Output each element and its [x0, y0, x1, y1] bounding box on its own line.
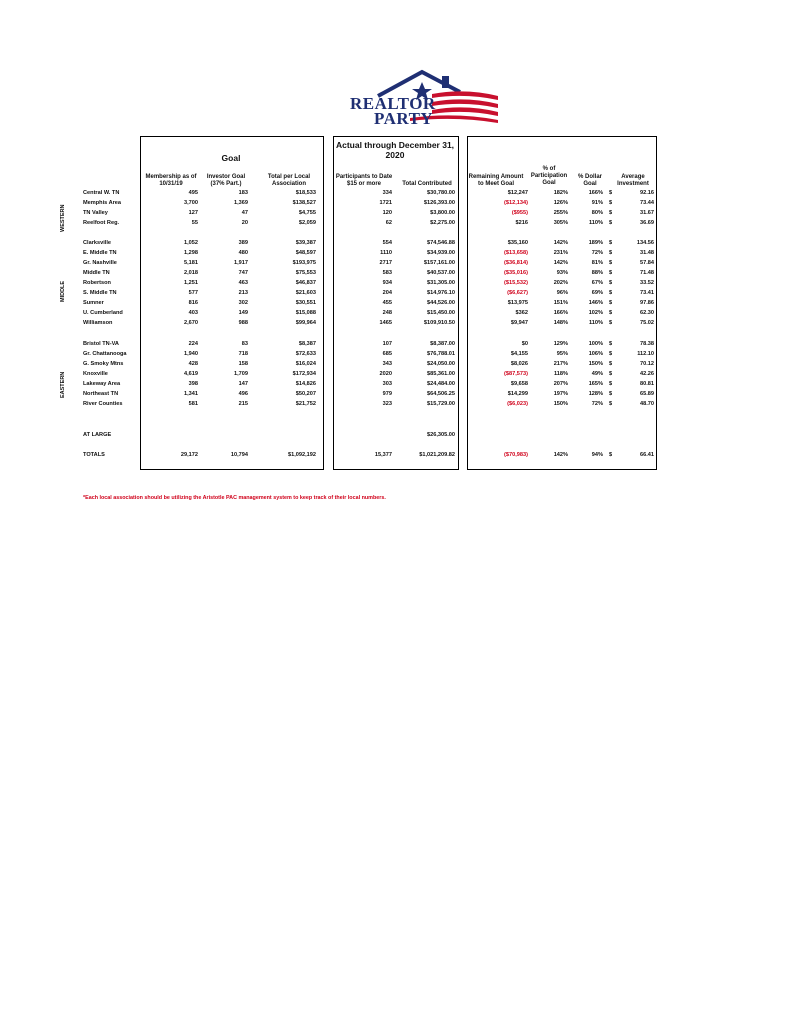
row-dollar-sign: $ [609, 341, 613, 347]
row-name: Clarksville [83, 240, 111, 246]
row-dollar-sign: $ [609, 270, 613, 276]
row-total-local: $193,975 [292, 260, 316, 266]
row-dollar-sign: $ [609, 391, 613, 397]
row-dollar-sign: $ [609, 250, 613, 256]
row-investor: 463 [238, 280, 248, 286]
row-investor: 389 [238, 240, 248, 246]
row-total-local: $50,207 [295, 391, 316, 397]
row-investor: 988 [238, 320, 248, 326]
at-large-label: AT LARGE [83, 432, 112, 438]
row-name: Northeast TN [83, 391, 119, 397]
table-row [0, 361, 791, 371]
row-membership: 1,341 [184, 391, 198, 397]
row-membership: 403 [188, 310, 198, 316]
totals-dollar-pct: 94% [591, 452, 603, 458]
row-participants: 2717 [379, 260, 392, 266]
row-remaining: ($87,573) [504, 371, 528, 377]
row-participation-pct: 305% [553, 220, 568, 226]
table-row [0, 220, 791, 230]
row-dollar-pct: 72% [591, 401, 603, 407]
row-participants: 583 [382, 270, 392, 276]
row-membership: 1,251 [184, 280, 198, 286]
row-dollar-sign: $ [609, 381, 613, 387]
row-total-local: $99,964 [295, 320, 316, 326]
row-dollar-pct: 166% [588, 190, 603, 196]
row-total-local: $172,934 [292, 371, 316, 377]
row-average: 57.84 [640, 260, 654, 266]
row-average: 33.52 [640, 280, 654, 286]
row-total-local: $14,826 [295, 381, 316, 387]
row-dollar-pct: 100% [588, 341, 603, 347]
row-contributed: $15,729.00 [427, 401, 455, 407]
table-row [0, 280, 791, 290]
row-remaining: $4,155 [510, 351, 528, 357]
row-dollar-sign: $ [609, 210, 613, 216]
row-average: 97.86 [640, 300, 654, 306]
row-contributed: $8,387.00 [430, 341, 455, 347]
row-dollar-sign: $ [609, 260, 613, 266]
row-participants: 1110 [380, 250, 392, 256]
row-contributed: $157,161.00 [423, 260, 455, 266]
row-dollar-sign: $ [609, 310, 613, 316]
row-dollar-pct: 102% [588, 310, 603, 316]
row-remaining: ($6,023) [507, 401, 528, 407]
row-remaining: ($35,016) [504, 270, 528, 276]
row-investor: 213 [238, 290, 248, 296]
row-name: Bristol TN-VA [83, 341, 119, 347]
row-average: 31.67 [640, 210, 654, 216]
row-average: 80.81 [640, 381, 654, 387]
row-participation-pct: 197% [553, 391, 568, 397]
table-row [0, 300, 791, 310]
totals-membership: 29,172 [180, 452, 198, 458]
row-dollar-sign: $ [609, 240, 613, 246]
row-participants: 455 [382, 300, 392, 306]
row-investor: 149 [238, 310, 248, 316]
row-name: River Counties [83, 401, 123, 407]
row-membership: 5,181 [184, 260, 198, 266]
row-remaining: $362 [515, 310, 528, 316]
realtor-party-logo [340, 66, 500, 128]
row-average: 31.48 [640, 250, 654, 256]
totals-label: TOTALS [83, 452, 105, 458]
region-label-middle: MIDDLE [60, 280, 66, 302]
row-average: 48.70 [640, 401, 654, 407]
row-average: 73.41 [640, 290, 654, 296]
row-remaining: ($13,658) [504, 250, 528, 256]
row-participation-pct: 95% [556, 351, 568, 357]
row-investor: 302 [238, 300, 248, 306]
col-header-investor-goal: Investor Goal (37% Part.) [206, 174, 246, 187]
row-total-local: $8,387 [298, 341, 316, 347]
row-contributed: $109,910.50 [423, 320, 455, 326]
row-membership: 127 [188, 210, 198, 216]
row-remaining: ($6,627) [507, 290, 528, 296]
row-total-local: $16,024 [295, 361, 316, 367]
row-name: TN Valley [83, 210, 108, 216]
row-participants: 62 [385, 220, 392, 226]
row-participation-pct: 150% [553, 401, 568, 407]
table-row [0, 260, 791, 270]
row-name: E. Middle TN [83, 250, 117, 256]
row-dollar-pct: 189% [588, 240, 603, 246]
table-row [0, 401, 791, 411]
row-participants: 334 [382, 190, 392, 196]
row-dollar-sign: $ [609, 220, 613, 226]
row-contributed: $64,506.25 [427, 391, 455, 397]
row-total-local: $18,533 [295, 190, 316, 196]
row-participants: 685 [382, 351, 392, 357]
table-row [0, 290, 791, 300]
row-remaining: $0 [521, 341, 528, 347]
row-participation-pct: 202% [553, 280, 568, 286]
row-participation-pct: 93% [556, 270, 568, 276]
row-name: G. Smoky Mtns [83, 361, 124, 367]
row-contributed: $2,275.00 [430, 220, 455, 226]
col-header-participants: Participants to Date $15 or more [335, 174, 393, 187]
row-participants: 107 [382, 341, 392, 347]
row-dollar-sign: $ [609, 200, 613, 206]
row-dollar-sign: $ [609, 320, 613, 326]
totals-remaining: ($70,983) [504, 452, 528, 458]
row-membership: 398 [188, 381, 198, 387]
table-row [0, 341, 791, 351]
row-dollar-pct: 69% [591, 290, 603, 296]
totals-average: 66.41 [640, 452, 654, 458]
row-average: 75.02 [640, 320, 654, 326]
table-row [0, 250, 791, 260]
row-remaining: $14,299 [507, 391, 528, 397]
row-name: Williamson [83, 320, 113, 326]
row-remaining: $9,658 [510, 381, 528, 387]
row-average: 92.16 [640, 190, 654, 196]
row-participation-pct: 142% [553, 240, 568, 246]
row-total-local: $4,755 [298, 210, 316, 216]
totals-total-local: $1,092,192 [288, 452, 316, 458]
row-participants: 248 [382, 310, 392, 316]
table-row [0, 190, 791, 200]
row-remaining: $8,026 [510, 361, 528, 367]
row-participants: 343 [382, 361, 392, 367]
row-participants: 1721 [379, 200, 392, 206]
row-dollar-pct: 67% [591, 280, 603, 286]
at-large-row [0, 432, 791, 442]
row-total-local: $15,088 [295, 310, 316, 316]
row-investor: 480 [238, 250, 248, 256]
row-dollar-pct: 128% [588, 391, 603, 397]
table-row [0, 240, 791, 250]
row-investor: 496 [238, 391, 248, 397]
col-header-total-local: Total per Local Association [267, 174, 311, 187]
table-row [0, 320, 791, 330]
totals-row [0, 452, 791, 462]
totals-contributed: $1,021,209.82 [419, 452, 455, 458]
row-dollar-pct: 88% [591, 270, 603, 276]
row-remaining: $35,160 [507, 240, 528, 246]
row-participants: 1465 [379, 320, 392, 326]
row-participants: 934 [382, 280, 392, 286]
row-total-local: $2,059 [298, 220, 316, 226]
row-average: 62.30 [640, 310, 654, 316]
row-name: Knoxville [83, 371, 108, 377]
row-investor: 158 [238, 361, 248, 367]
row-name: Lakeway Area [83, 381, 121, 387]
row-dollar-pct: 106% [588, 351, 603, 357]
row-dollar-sign: $ [609, 401, 613, 407]
row-contributed: $14,976.10 [427, 290, 455, 296]
col-header-membership: Membership as of 10/31/19 [145, 174, 197, 187]
table-row [0, 371, 791, 381]
row-total-local: $72,633 [295, 351, 316, 357]
row-participants: 554 [382, 240, 392, 246]
row-dollar-pct: 146% [588, 300, 603, 306]
row-membership: 2,018 [184, 270, 198, 276]
row-participants: 2020 [379, 371, 392, 377]
row-membership: 1,298 [184, 250, 198, 256]
row-name: Reelfoot Reg. [83, 220, 120, 226]
row-contributed: $24,484.00 [427, 381, 455, 387]
row-participation-pct: 118% [554, 371, 568, 377]
row-name: Middle TN [83, 270, 110, 276]
row-investor: 1,917 [234, 260, 248, 266]
row-investor: 20 [241, 220, 248, 226]
row-membership: 4,619 [184, 371, 198, 377]
row-membership: 2,670 [184, 320, 198, 326]
row-participation-pct: 231% [553, 250, 568, 256]
row-remaining: ($12,134) [504, 200, 528, 206]
row-contributed: $126,393.00 [423, 200, 455, 206]
row-dollar-pct: 150% [588, 361, 603, 367]
row-dollar-pct: 165% [588, 381, 603, 387]
row-dollar-pct: 72% [591, 250, 603, 256]
row-average: 65.89 [640, 391, 654, 397]
table-row [0, 210, 791, 220]
row-participation-pct: 126% [553, 200, 568, 206]
row-contributed: $3,800.00 [430, 210, 455, 216]
col-header-remaining: Remaining Amount to Meet Goal [468, 174, 524, 187]
totals-participants: 15,377 [374, 452, 392, 458]
row-dollar-pct: 110% [589, 220, 603, 226]
row-average: 73.44 [640, 200, 654, 206]
row-dollar-pct: 110% [589, 320, 603, 326]
row-name: U. Cumberland [83, 310, 123, 316]
table-row [0, 270, 791, 280]
logo-text-realtor: REALTOR [350, 94, 436, 113]
row-participants: 323 [382, 401, 392, 407]
row-contributed: $34,939.00 [427, 250, 455, 256]
row-total-local: $21,603 [295, 290, 316, 296]
totals-investor: 10,794 [230, 452, 248, 458]
row-investor: 47 [241, 210, 248, 216]
col-header-average-investment: Average Investment [617, 174, 649, 187]
row-average: 112.10 [637, 351, 654, 357]
col-header-dollar-pct: % Dollar Goal [577, 174, 602, 187]
row-dollar-sign: $ [609, 351, 613, 357]
row-investor: 183 [238, 190, 248, 196]
row-average: 70.12 [640, 361, 654, 367]
row-investor: 718 [238, 351, 248, 357]
row-remaining: $216 [515, 220, 528, 226]
row-remaining: $13,975 [507, 300, 528, 306]
row-dollar-sign: $ [609, 300, 613, 306]
region-label-eastern: EASTERN [60, 371, 66, 398]
totals-participation-pct: 142% [553, 452, 568, 458]
row-participation-pct: 207% [553, 381, 568, 387]
row-remaining: ($15,532) [504, 280, 528, 286]
col-header-participation-pct: % of Participation Goal [530, 166, 568, 186]
row-participation-pct: 217% [553, 361, 568, 367]
row-contributed: $85,361.00 [427, 371, 455, 377]
row-contributed: $24,050.00 [427, 361, 455, 367]
actual-header: Actual through December 31, 2020 [335, 140, 455, 160]
row-dollar-sign: $ [609, 190, 613, 196]
row-membership: 581 [188, 401, 198, 407]
row-dollar-pct: 81% [591, 260, 603, 266]
row-contributed: $44,526.00 [427, 300, 455, 306]
row-participation-pct: 129% [553, 341, 568, 347]
row-dollar-sign: $ [609, 371, 613, 377]
row-average: 42.26 [640, 371, 654, 377]
row-remaining: $12,247 [507, 190, 528, 196]
table-row [0, 391, 791, 401]
table-row [0, 381, 791, 391]
row-name: S. Middle TN [83, 290, 117, 296]
row-name: Robertson [83, 280, 111, 286]
row-total-local: $39,387 [295, 240, 316, 246]
row-name: Memphis Area [83, 200, 122, 206]
row-membership: 1,052 [184, 240, 198, 246]
row-membership: 816 [188, 300, 198, 306]
row-contributed: $15,450.00 [427, 310, 455, 316]
table-row [0, 310, 791, 320]
row-contributed: $74,546.88 [427, 240, 455, 246]
row-average: 36.69 [640, 220, 654, 226]
row-total-local: $48,597 [295, 250, 316, 256]
row-membership: 577 [188, 290, 198, 296]
row-contributed: $30,780.00 [427, 190, 455, 196]
row-name: Gr. Nashville [83, 260, 117, 266]
row-total-local: $138,527 [292, 200, 316, 206]
row-dollar-pct: 91% [591, 200, 603, 206]
row-participation-pct: 96% [556, 290, 568, 296]
row-average: 71.48 [640, 270, 654, 276]
row-contributed: $76,788.01 [427, 351, 455, 357]
table-row [0, 200, 791, 210]
table-row [0, 351, 791, 361]
row-membership: 55 [191, 220, 198, 226]
row-dollar-sign: $ [609, 280, 613, 286]
row-membership: 3,700 [184, 200, 198, 206]
row-participants: 303 [382, 381, 392, 387]
row-participation-pct: 151% [553, 300, 568, 306]
row-membership: 428 [188, 361, 198, 367]
row-remaining: ($36,814) [504, 260, 528, 266]
logo-text-party: PARTY [374, 109, 434, 128]
row-investor: 215 [238, 401, 248, 407]
row-name: Sumner [83, 300, 104, 306]
col-header-total-contributed: Total Contributed [402, 181, 452, 187]
row-participants: 204 [382, 290, 392, 296]
row-investor: 747 [238, 270, 248, 276]
row-remaining: $9,947 [510, 320, 528, 326]
row-participants: 120 [382, 210, 392, 216]
row-participation-pct: 166% [553, 310, 568, 316]
row-dollar-pct: 49% [591, 371, 603, 377]
row-total-local: $30,551 [295, 300, 316, 306]
row-total-local: $46,837 [295, 280, 316, 286]
region-label-western: WESTERN [60, 204, 66, 232]
row-membership: 1,940 [184, 351, 198, 357]
row-dollar-pct: 80% [591, 210, 603, 216]
row-average: 134.56 [636, 240, 654, 246]
row-dollar-sign: $ [609, 361, 613, 367]
row-contributed: $40,537.00 [427, 270, 455, 276]
row-name: Gr. Chattanooga [83, 351, 127, 357]
row-remaining: ($955) [511, 210, 528, 216]
row-total-local: $21,752 [295, 401, 316, 407]
row-membership: 495 [188, 190, 198, 196]
row-dollar-sign: $ [609, 290, 613, 296]
row-investor: 1,369 [234, 200, 248, 206]
row-participants: 979 [382, 391, 392, 397]
row-participation-pct: 142% [553, 260, 568, 266]
goal-header: Goal [221, 153, 241, 163]
row-investor: 83 [241, 341, 248, 347]
row-investor: 147 [238, 381, 248, 387]
row-participation-pct: 148% [553, 320, 568, 326]
row-name: Central W. TN [83, 190, 120, 196]
row-membership: 224 [188, 341, 198, 347]
footnote: *Each local association should be utilizing the Aristotle PAC management system to keep track of their local numbers. [83, 495, 386, 501]
row-investor: 1,709 [234, 371, 248, 377]
at-large-contributed: $26,305.00 [427, 432, 455, 438]
row-contributed: $31,305.00 [427, 280, 455, 286]
row-average: 78.38 [640, 341, 654, 347]
totals-dollar-sign: $ [609, 452, 613, 458]
row-total-local: $75,553 [295, 270, 316, 276]
row-participation-pct: 255% [553, 210, 568, 216]
row-participation-pct: 182% [553, 190, 568, 196]
